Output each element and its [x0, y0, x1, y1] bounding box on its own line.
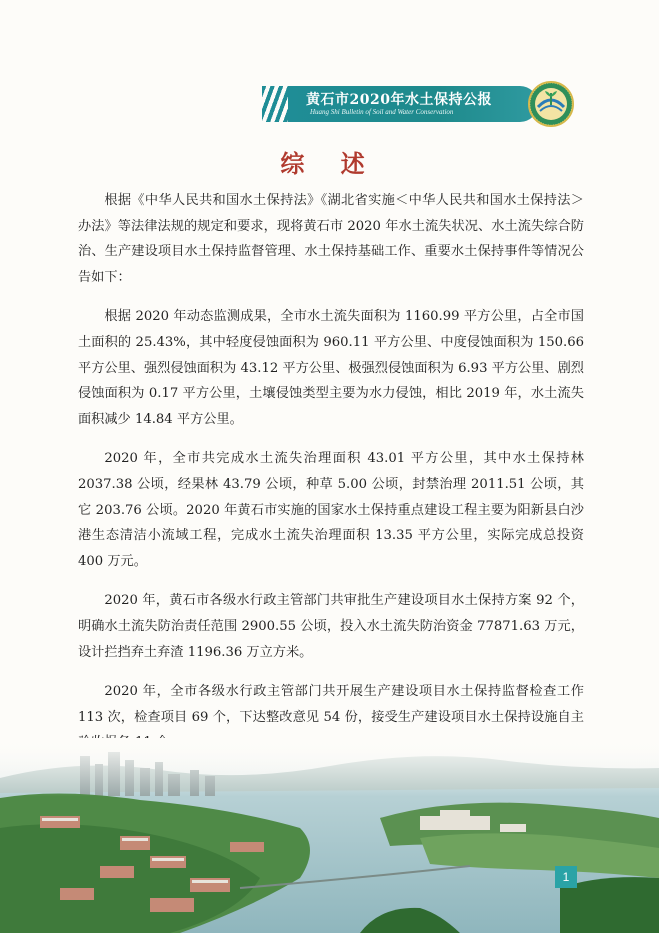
paragraph-intro: 根据《中华人民共和国水土保持法》《湖北省实施＜中华人民共和国水土保持法＞办法》等法律法规的规定和要求，现将黄石市 2020 年水土流失状况、水土流失综合防治、生产建设项目水土保持监督管理、水土保持基础工作、重要水土保持事件等情况公告如下： [78, 193, 584, 285]
body-text [78, 188, 584, 770]
bulletin-title: 黄石市2020年水土保持公报 [306, 92, 492, 108]
section-title: 综 述 [280, 149, 379, 178]
paragraph-treatment: 2020 年，全市共完成水土流失治理面积 43.01 平方公里，其中水土保持林 2037.38 公顷，经果林 43.79 公顷，种草 5.00 公顷，封禁治理 2011.51 公顷，其它 203.76 公顷。2020 年黄石市实施的国家水土保持重点建设工程主要为阳新县白沙港生态清洁小流域工程，完成水土流失治理面积 13.35 平方公里，实际完成总投资 400 万元。 [78, 451, 584, 569]
soil-water-conservation-emblem-icon [528, 81, 574, 127]
paragraph-supervision: 2020 年，全市各级水行政主管部门共开展生产建设项目水土保持监督检查工作 113 次，检查项目 69 个，下达整改意见 54 份，接受生产建设项目水土保持设施自主 [78, 684, 584, 725]
bulletin-subtitle: Huang Shi Bulletin of Soil and Water Conservation [310, 108, 454, 116]
city-landscape-image [0, 738, 659, 933]
paragraph-erosion-status: 根据 2020 年动态监测成果，全市水土流失面积为 1160.99 平方公里，占全市国土面积的 25.43%，其中轻度侵蚀面积为 960.11 平方公里、中度侵蚀面积为 150.66 平方公里、强烈侵蚀面积为 43.12 平方公里、极强烈侵蚀面积为 6.93 平方公里、剧烈侵蚀面积为 0.17 平方公里，土壤侵蚀类型主要为水力侵蚀，相比 2019 年，水土流失面积减少 14.84 平方公里。 [78, 309, 584, 427]
page-number: 1 [555, 866, 577, 888]
paragraph-approval: 2020 年，黄石市各级水行政主管部门共审批生产建设项目水土保持方案 92 个，明确水土流失防治责任范围 2900.55 公顷，投入水土流失防治资金 77871.63 万元，设计拦挡弃土弃渣 1196.36 万立方米。 [78, 593, 584, 660]
